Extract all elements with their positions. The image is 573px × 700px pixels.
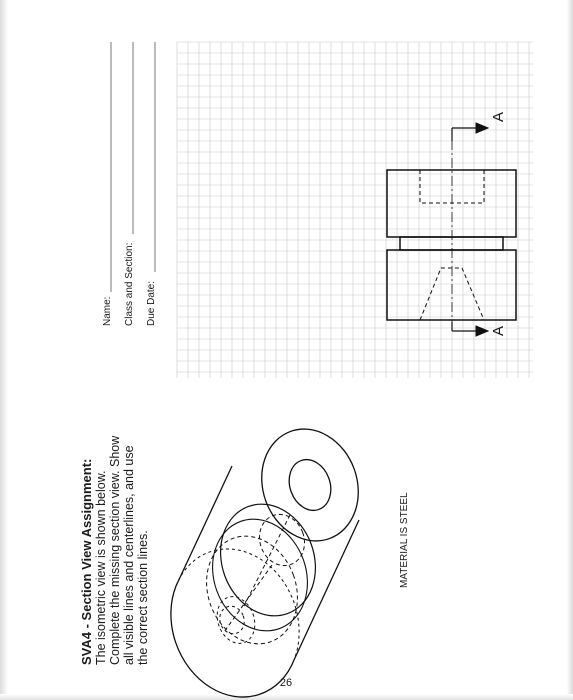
class-label: Class and Section: <box>124 242 135 326</box>
instruction-line-3: all visible lines and centerlines, and use <box>122 445 136 665</box>
section-label-bottom: A <box>490 325 507 336</box>
name-label: Name: <box>102 296 113 326</box>
orthographic-view <box>387 140 516 330</box>
assignment-title: SVA4 - Section View Assignment: <box>79 458 94 665</box>
neck-rect <box>400 237 503 250</box>
section-label-top: A <box>490 111 507 122</box>
arrow-bottom <box>476 326 488 336</box>
isometric-drawing <box>171 415 374 697</box>
page-number: 26 <box>279 677 293 689</box>
material-note: MATERIAL IS STEEL <box>399 492 410 588</box>
instruction-line-2: Complete the missing section view. Show <box>108 435 122 665</box>
arrow-top <box>476 123 488 133</box>
cutting-plane-marks <box>452 123 488 336</box>
instruction-line-4: the correct section lines. <box>136 530 150 665</box>
instruction-line-1: The isometric view is shown below. <box>94 470 108 665</box>
student-info-form <box>102 42 157 326</box>
date-label: Due Date: <box>146 280 157 326</box>
assignment-text-block <box>79 435 150 665</box>
body-rect-right <box>387 250 516 320</box>
